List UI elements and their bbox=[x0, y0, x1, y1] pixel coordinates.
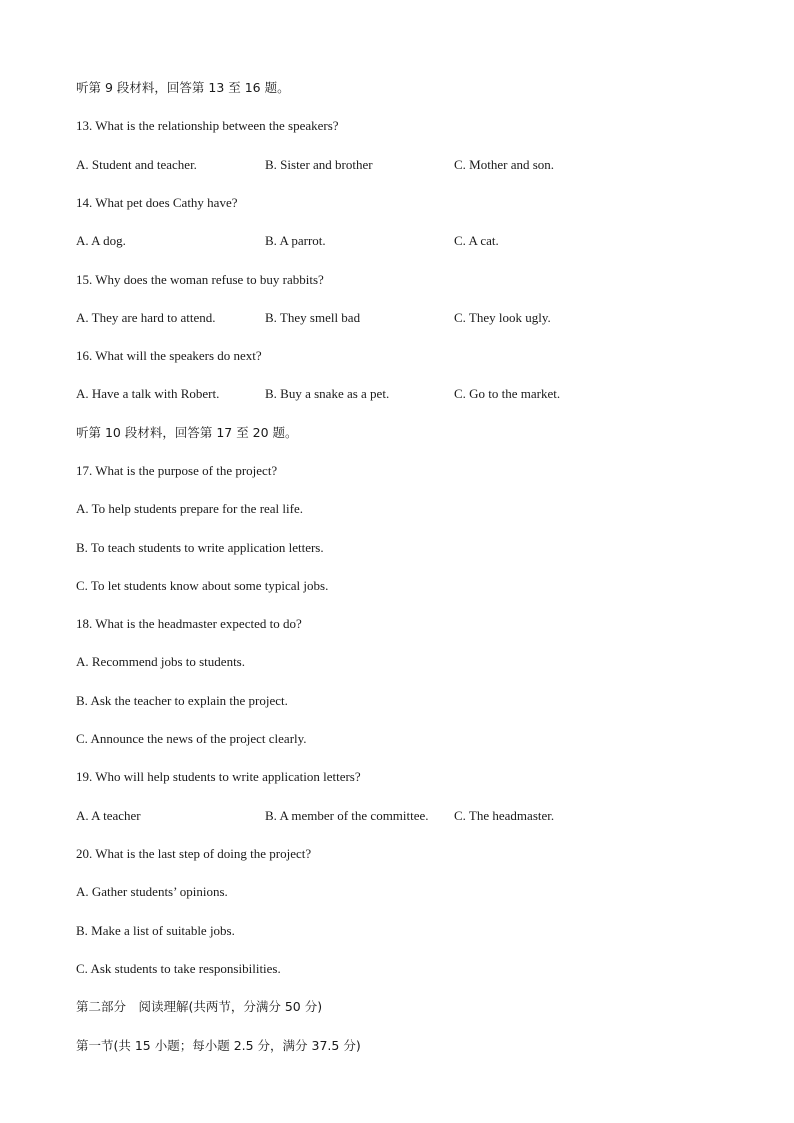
question-stem: 15. Why does the woman refuse to buy rabbits? bbox=[76, 272, 324, 287]
option-b: B. Ask the teacher to explain the project. bbox=[76, 693, 288, 708]
question-stem: 17. What is the purpose of the project? bbox=[76, 463, 278, 478]
question-stem: 14. What pet does Cathy have? bbox=[76, 195, 238, 210]
option-c: C. They look ugly. bbox=[454, 310, 551, 325]
option-a: A. A teacher bbox=[76, 808, 141, 823]
question-stem: 16. What will the speakers do next? bbox=[76, 348, 262, 363]
question-stem: 18. What is the headmaster expected to do? bbox=[76, 616, 302, 631]
option-b: B. Make a list of suitable jobs. bbox=[76, 923, 235, 938]
question-stem: 20. What is the last step of doing the project? bbox=[76, 846, 312, 861]
option-c: C. A cat. bbox=[454, 233, 499, 248]
option-c: C. The headmaster. bbox=[454, 808, 555, 823]
section-heading: 听第 10 段材料，回答第 17 至 20 题。 bbox=[76, 425, 298, 440]
option-c: C. Go to the market. bbox=[454, 386, 561, 401]
option-c: C. To let students know about some typical jobs. bbox=[76, 578, 329, 593]
option-c: C. Ask students to take responsibilities. bbox=[76, 961, 281, 976]
part-heading: 第二部分 阅读理解(共两节，分满分 50 分) bbox=[76, 999, 323, 1014]
option-c: C. Announce the news of the project clearly. bbox=[76, 731, 307, 746]
option-a: A. A dog. bbox=[76, 233, 126, 248]
option-b: B. Sister and brother bbox=[265, 157, 373, 172]
option-a: A. Recommend jobs to students. bbox=[76, 654, 245, 669]
question-stem: 13. What is the relationship between the speakers? bbox=[76, 118, 339, 133]
option-a: A. They are hard to attend. bbox=[76, 310, 216, 325]
option-b: B. They smell bad bbox=[265, 310, 361, 325]
question-stem: 19. Who will help students to write application letters? bbox=[76, 769, 361, 784]
part-subheading: 第一节(共 15 小题；每小题 2.5 分，满分 37.5 分) bbox=[76, 1038, 361, 1053]
option-b: B. To teach students to write application letters. bbox=[76, 540, 324, 555]
option-b: B. A parrot. bbox=[265, 233, 326, 248]
option-a: A. Have a talk with Robert. bbox=[76, 386, 220, 401]
option-b: B. Buy a snake as a pet. bbox=[265, 386, 390, 401]
option-a: A. Gather students’ opinions. bbox=[76, 884, 228, 899]
option-a: A. To help students prepare for the real life. bbox=[76, 501, 303, 516]
option-c: C. Mother and son. bbox=[454, 157, 555, 172]
option-b: B. A member of the committee. bbox=[265, 808, 429, 823]
option-a: A. Student and teacher. bbox=[76, 157, 197, 172]
section-heading: 听第 9 段材料，回答第 13 至 16 题。 bbox=[76, 80, 290, 95]
